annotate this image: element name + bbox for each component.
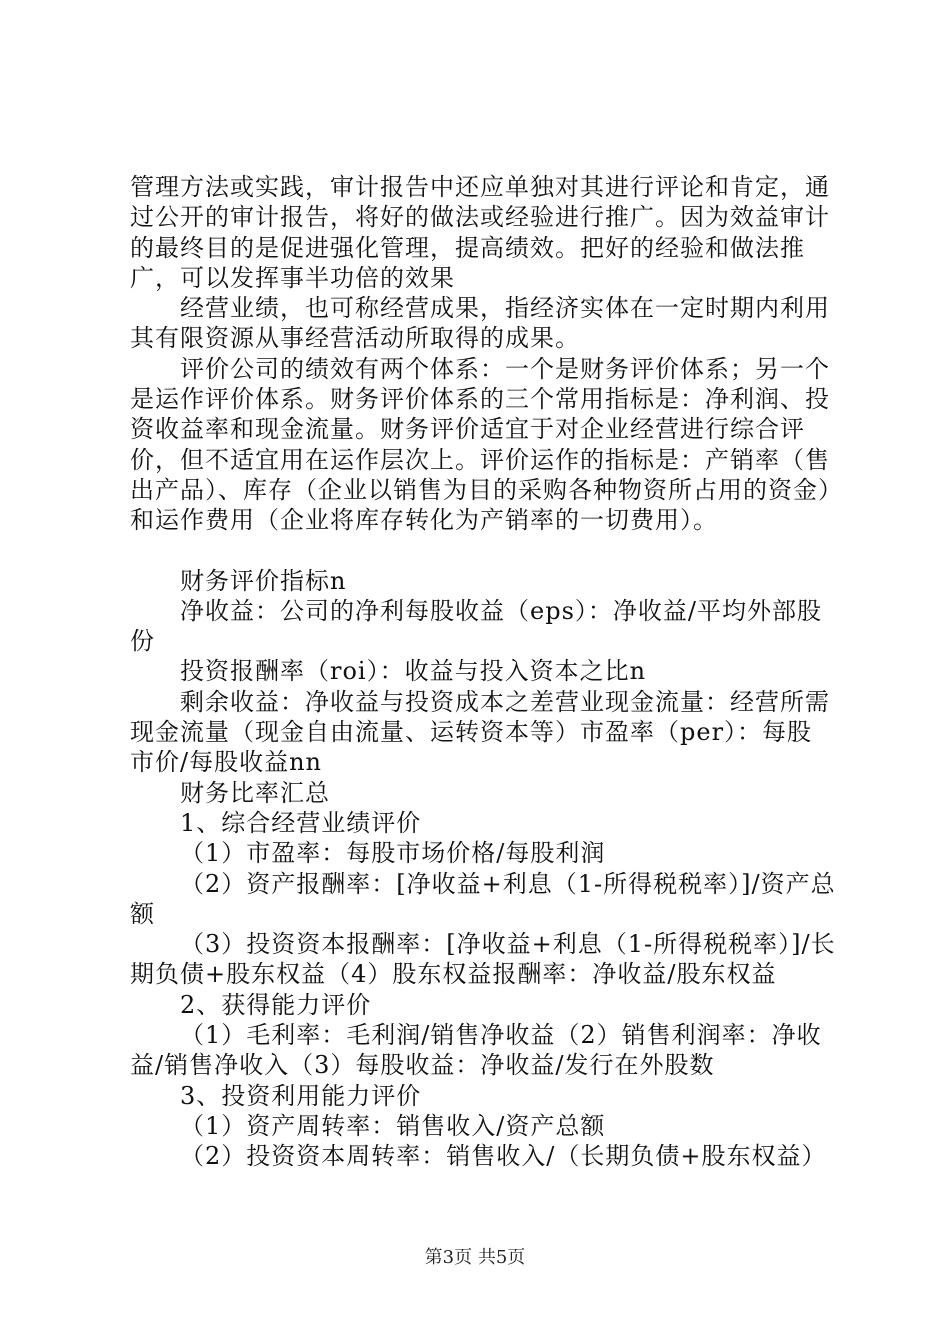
paragraph-audit-report: 管理方法或实践，审计报告中还应单独对其进行评论和肯定，通过公开的审计报告，将好的做法或经验进行推广。因为效益审计的最终目的是促进强化管理，提高绩效。把好的经验和做法推广，可以发挥事半功倍的效果 — [130, 173, 830, 292]
heading-ratio-summary: 财务比率汇总 — [180, 778, 330, 807]
heading-section-1: 1、综合经营业绩评价 — [180, 808, 422, 837]
paragraph-operating-performance: 经营业绩，也可称经营成果，指经济实体在一定时期内利用其有限资源从事经营活动所取得的成果。 — [130, 294, 830, 353]
paragraph-profitability-ratios: （1）毛利率：毛利润/销售净收益（2）销售利润率：净收益/销售净收入（3）每股收益：净收益/发行在外股数 — [130, 1021, 822, 1080]
paragraph-residual-income: 剩余收益：净收益与投资成本之差营业现金流量：经营所需现金流量（现金自由流量、运转资本等）市盈率（per）：每股市价/每股收益nn — [130, 687, 830, 777]
paragraph-invested-capital-turnover: （2）投资资本周转率：销售收入/（长期负债+股东权益） — [180, 1142, 827, 1171]
paragraph-net-income: 净收益：公司的净利每股收益（eps）：净收益/平均外部股份 — [130, 596, 822, 656]
paragraph-return-on-invested-capital: （3）投资资本报酬率：[净收益+利息（1-所得税税率）]/长期负债+股东权益（4）股东权益报酬率：净收益/股东权益 — [130, 930, 836, 989]
paragraph-evaluation-systems: 评价公司的绩效有两个体系：一个是财务评价体系；另一个是运作评价体系。财务评价体系的三个常用指标是：净利润、投资收益率和现金流量。财务评价适宜于对企业经营进行综合评价，但不适宜用在运作层次上。评价运作的指标是：产销率（售出产品）、库存（企业以销售为目的采购各种物资所占用的资金）和运作费用（企业将库存转化为产销率的一切费用）。 — [130, 354, 831, 535]
paragraph-roi: 投资报酬率（roi）：收益与投入资本之比n — [180, 657, 647, 686]
paragraph-return-on-assets: （2）资产报酬率：[净收益+利息（1-所得税税率）]/资产总额 — [130, 869, 836, 928]
heading-section-3: 3、投资利用能力评价 — [180, 1081, 422, 1110]
heading-financial-indicators: 财务评价指标n — [180, 566, 347, 595]
page-number: 第3页 共5页 — [424, 1247, 526, 1268]
paragraph-pe-ratio: （1）市盈率：每股市场价格/每股利润 — [180, 839, 606, 868]
heading-section-2: 2、获得能力评价 — [180, 990, 372, 1019]
document-body — [130, 172, 836, 1172]
paragraph-asset-turnover: （1）资产周转率：销售收入/资产总额 — [180, 1111, 606, 1140]
